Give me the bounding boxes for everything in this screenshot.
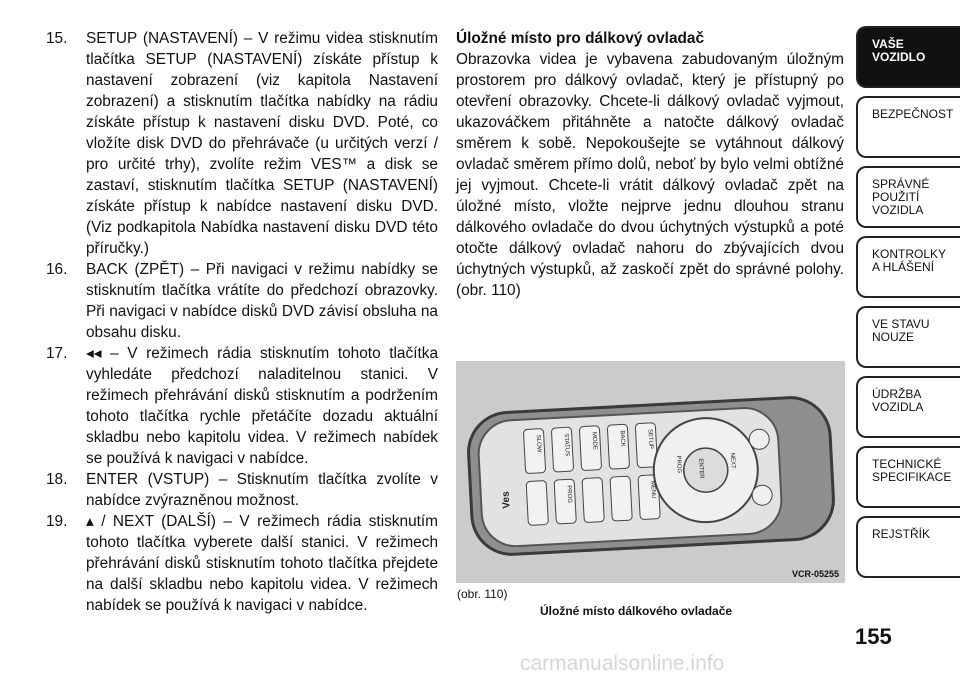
item-text: ◂◂ – V režimech rádia stisknutím tohoto tlačítka vyhledáte předchozí naladitelnou stanici. V režimech přehrávání disků stisknutím a podržením tohoto tlačítka rychle přetáčíte dozadu aktuální skladbu nebo kapitolu videa. V režimech nabídek se používá k navigaci v nabídce. <box>86 345 438 467</box>
list-item <box>46 469 438 511</box>
item-number: 15. <box>46 30 68 47</box>
list-item <box>46 511 438 616</box>
watermark: carmanualsonline.info <box>520 652 725 675</box>
tab-rejstrik[interactable]: REJSTŘÍK <box>856 516 960 578</box>
tab-technicke[interactable]: TECHNICKÉ SPECIFIKACE <box>856 446 960 508</box>
tab-vase-vozidlo[interactable]: VAŠE VOZIDLO <box>856 26 960 88</box>
button-label: SETUP <box>646 428 654 450</box>
button-label: NEXT <box>728 452 736 469</box>
list-item <box>46 343 438 469</box>
tab-bezpecnost[interactable]: BEZPEČNOST <box>856 96 960 158</box>
button-label: SLOW <box>534 434 542 453</box>
tab-spravne-pouziti[interactable]: SPRÁVNÉ POUŽITÍ VOZIDLA <box>856 166 960 228</box>
button-label: PROG <box>674 455 682 474</box>
right-column <box>456 28 844 301</box>
item-number: 16. <box>46 261 68 278</box>
remote-logo: Ves <box>500 491 513 509</box>
section-heading: Úložné místo pro dálkový ovladač <box>456 30 705 47</box>
item-number: 17. <box>46 345 68 362</box>
tab-ve-stavu-nouze[interactable]: VE STAVU NOUZE <box>856 306 960 368</box>
list-item <box>46 259 438 343</box>
figure-caption: Úložné místo dálkového ovladače <box>540 604 733 618</box>
button-label: BACK <box>618 430 626 447</box>
button-label: MENU <box>649 480 657 499</box>
item-text: ENTER (VSTUP) – Stisknutím tlačítka zvolíte v nabídce zvýrazněnou možnost. <box>86 471 438 509</box>
section-body: Obrazovka videa je vybavena zabudovaným úložným prostorem pro dálkový ovladač, který je přístupný po otevření obrazovky. Chcete-li dálkový ovladač vyjmout, ukazováčkem přitáhněte a natočte dálkový ovladač směrem k sobě. Nepokoušejte se vytáhnout dálkový ovladač směrem přímo dolů, neboť by bylo velmi obtížné jej vyjmout. Chcete-li vrátit dálkový ovladač zpět na úložné místo, vložte nejprve jednu dlouhou stranu dálkového ovladače do dvou úchytných výstupků a poté otočte dálkový ovladač nahoru do zbývajících dvou úchytných výstupků, až zaskočí zpět do správné polohy. (obr. 110) <box>456 51 844 299</box>
figure-ref: (obr. 110) <box>457 587 508 601</box>
item-text: SETUP (NASTAVENÍ) – V režimu videa stisknutím tlačítka SETUP (NASTAVENÍ) získáte přístup k nastavení zobrazení (viz kapitola Nastavení zobrazení) a stisknutím tlačítka nabídky na rádiu získáte přístup k nastavení disku DVD. Poté, co vložíte disk DVD do přehrávače (u určitých verzí / pro určité trhy), zvolíte režim VES™ a disk se zastaví, stisknutím tlačítka SETUP (NASTAVENÍ) získáte přístup k nabídce nastavení disku DVD. (Viz podkapitola Nabídka nastavení disku DVD této příručky.) <box>86 30 438 257</box>
tab-kontrolky[interactable]: KONTROLKY A HLÁŠENÍ <box>856 236 960 298</box>
remote-figure <box>456 361 845 583</box>
button-label: STATUS <box>562 433 570 457</box>
figure-code: VCR-05255 <box>791 569 839 579</box>
item-number: 19. <box>46 513 68 530</box>
button-label: PROG <box>565 485 573 504</box>
item-text: ▴ / NEXT (DALŠÍ) – V režimech rádia stisknutím tohoto tlačítka vyberete další stanici. V režimech přehrávání disků stisknutím tohoto tlačítka přejdete na další skladbu nebo kapitolu videa. V režimech nabídek se používá k navigaci v nabídce. <box>86 513 438 614</box>
chapter-tabs <box>856 26 960 586</box>
page-number: 155 <box>855 624 892 649</box>
list-item <box>46 28 438 259</box>
button-label: MODE <box>590 431 598 451</box>
button-label: ENTER <box>697 458 705 479</box>
remote-illustration <box>456 361 845 583</box>
item-text: BACK (ZPĚT) – Při navigaci v režimu nabídky se stisknutím tlačítka vrátíte do předchozí obrazovky. Při navigaci v nabídce disků DVD závisí obsluha na obsahu disku. <box>86 261 438 341</box>
left-column <box>46 28 438 616</box>
tab-udrzba[interactable]: ÚDRŽBA VOZIDLA <box>856 376 960 438</box>
item-number: 18. <box>46 471 68 488</box>
